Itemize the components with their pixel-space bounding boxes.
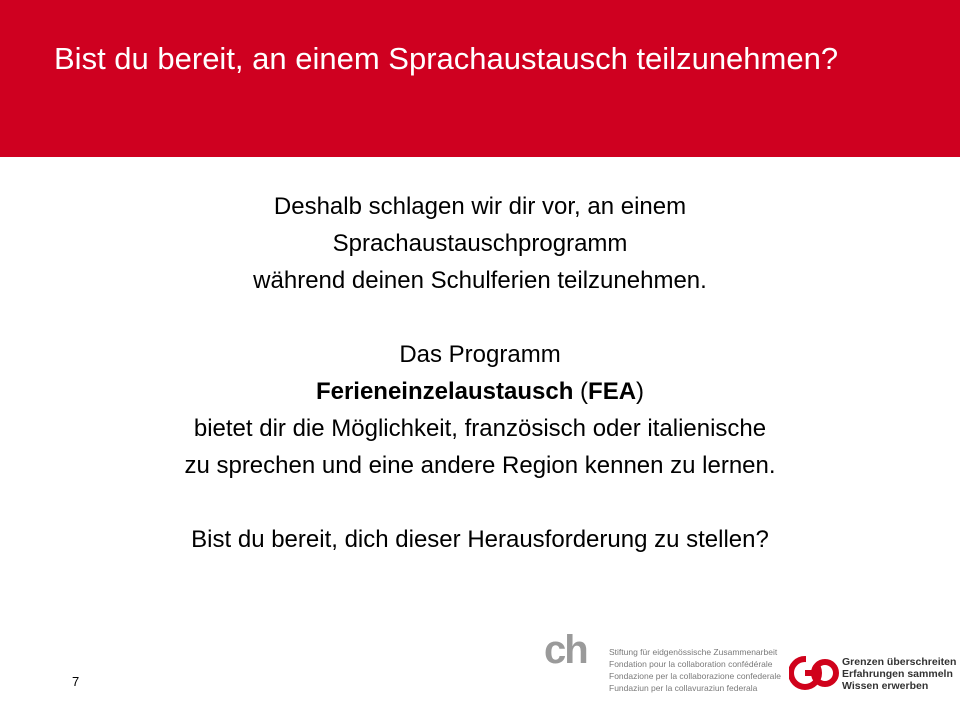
ch-foundation-text — [609, 646, 781, 694]
program-name: Ferieneinzelaustausch — [315, 378, 574, 405]
go-logo-icon — [789, 653, 839, 693]
program-line — [40, 373, 920, 410]
ch-logo-text: ch — [544, 632, 587, 668]
program-paren-close: ) — [636, 378, 645, 405]
body-text — [40, 188, 920, 558]
body-line-8: Bist du bereit, dich dieser Herausforderung zu stellen? — [191, 526, 769, 553]
go-line-1: Grenzen überschreiten — [842, 656, 957, 668]
ch-line-4: Fundaziun per la collavuraziun federala — [609, 683, 758, 693]
ch-line-2: Fondation pour la collaboration confédérale — [609, 659, 773, 669]
ch-logo-icon — [544, 632, 604, 668]
body-line-6: bietet dir die Möglichkeit, französisch oder italienische — [193, 415, 767, 442]
go-logo-text: GO — [789, 653, 791, 654]
ch-line-1: Stiftung für eidgenössische Zusammenarbeit — [609, 647, 778, 657]
header-band — [0, 0, 960, 157]
body-line-1: Deshalb schlagen wir dir vor, an einem — [273, 193, 687, 220]
go-line-2: Erfahrungen sammeln — [842, 668, 953, 680]
body-line-4: Das Programm — [399, 341, 561, 368]
paragraph-gap — [40, 484, 920, 521]
go-line-3: Wissen erwerben — [842, 680, 929, 692]
program-abbreviation: FEA — [588, 378, 637, 405]
ch-line-3: Fondazione per la collaborazione confederale — [609, 671, 782, 681]
body-line-7: zu sprechen und eine andere Region kennen zu lernen. — [184, 452, 776, 479]
paragraph-gap — [40, 299, 920, 336]
go-tagline — [842, 656, 956, 692]
page-number: 7 — [72, 674, 80, 689]
program-paren-open: ( — [573, 378, 589, 405]
slide-title: Bist du bereit, an einem Sprachaustausch teilzunehmen? — [54, 41, 839, 76]
body-line-2: Sprachaustauschprogramm — [332, 230, 628, 257]
body-line-3: während deinen Schulferien teilzunehmen. — [253, 267, 707, 294]
